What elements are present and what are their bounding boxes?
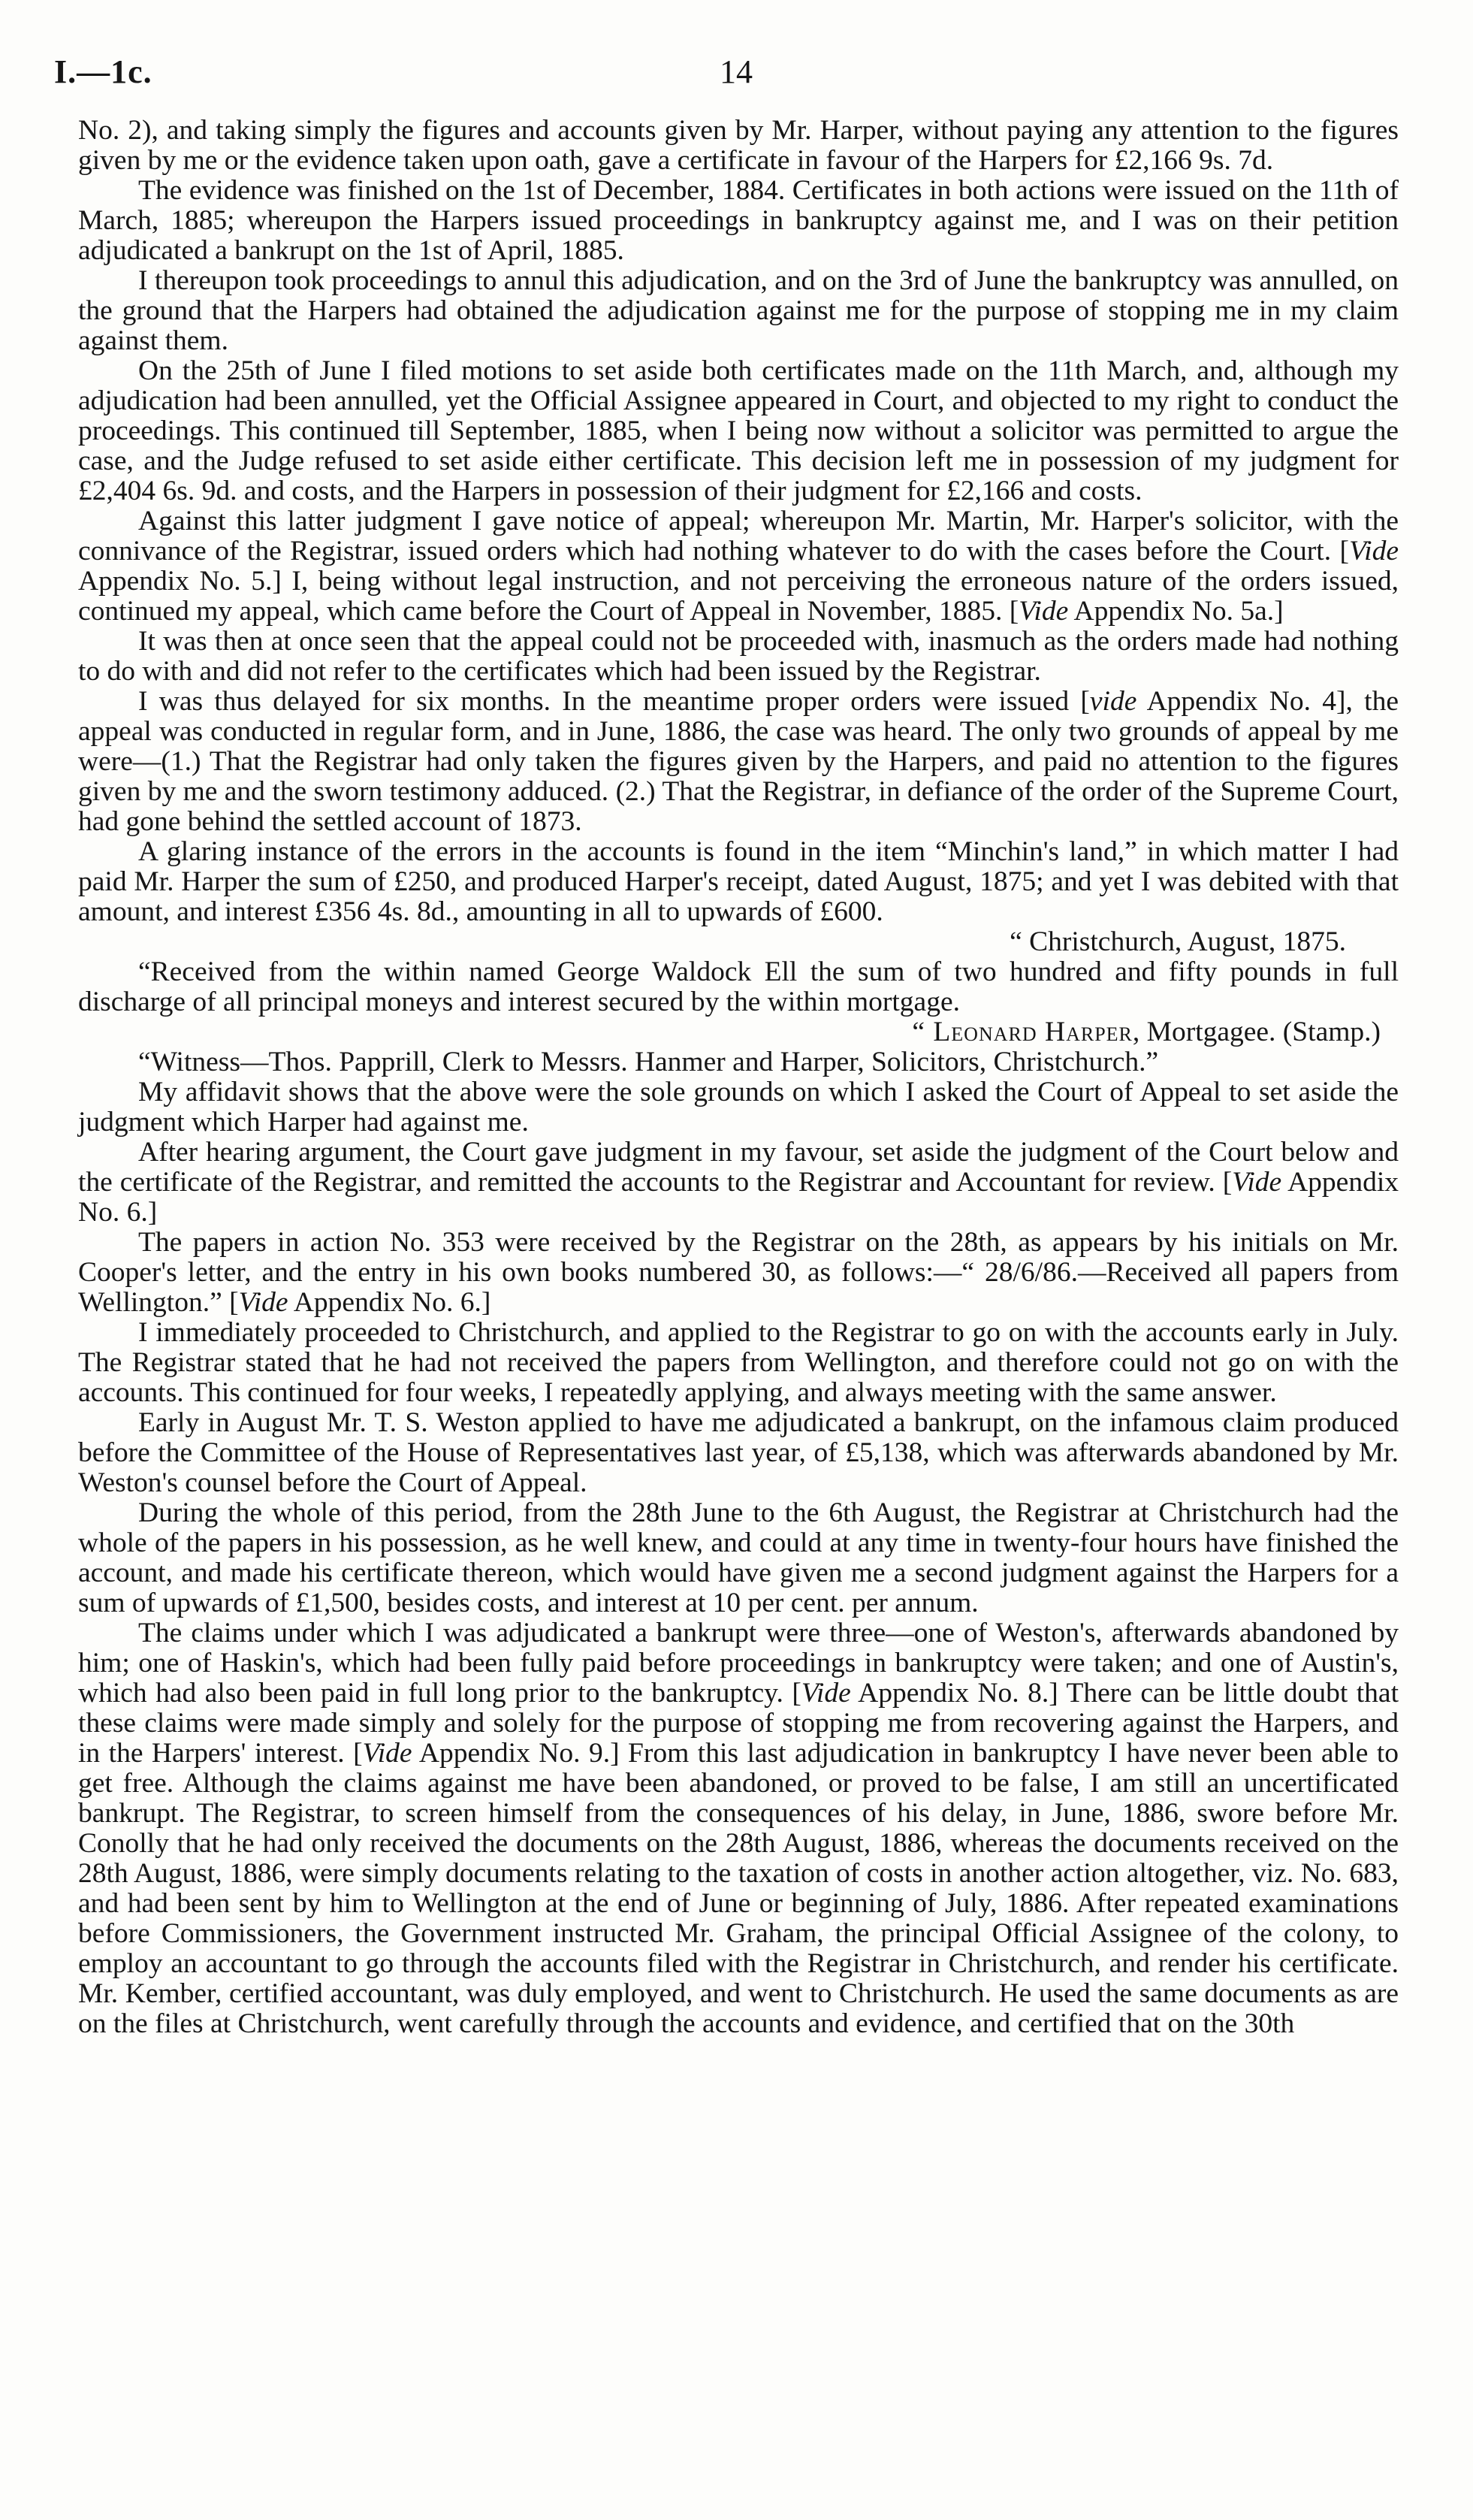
document-body <box>78 116 1399 2039</box>
text-run: Appendix No. 6.] <box>78 1167 1399 1228</box>
paper-reference: I.—1c. <box>54 53 152 90</box>
paragraph-7 <box>78 687 1399 837</box>
vide-reference: Vide <box>1019 596 1069 627</box>
text-run: Appendix No. 5.] I, being without legal instruction, and not perceiving the erroneous nature of the orders issued, continued my appeal, which came before the Court of Appeal in November, 1885. [ <box>78 566 1399 627</box>
paragraph-15 <box>78 1618 1399 2039</box>
paragraph-5 <box>78 506 1399 627</box>
text-run: After hearing argument, the Court gave judgment in my favour, set aside the judgment of the Court below and the certificate of the Registrar, and remitted the accounts to the Registrar and Accountant for review. [ <box>78 1137 1399 1198</box>
signature-name: “ Leonard Harper <box>912 1017 1133 1047</box>
text-run: The papers in action No. 353 were received by the Registrar on the 28th, as appears by his initials on Mr. Cooper's letter, and the entry in his own books numbered 30, as follows:—“ 28/6/86.—Received all papers from Wellington.” [ <box>78 1227 1399 1318</box>
text-run: Against this latter judgment I gave notice of appeal; whereupon Mr. Martin, Mr. Harper's solicitor, with the connivance of the Registrar, issued orders which had nothing whatever to do with the cases before the Court. [ <box>78 506 1399 567</box>
paragraph-1: No. 2), and taking simply the figures and accounts given by Mr. Harper, without paying any attention to the figures given by me or the evidence taken upon oath, gave a certificate in favour of the Harpers for £2,166 9s. 7d. <box>78 115 1399 176</box>
receipt-place-date: “ Christchurch, August, 1875. <box>1010 926 1346 957</box>
paragraph-9: My affidavit shows that the above were the sole grounds on which I asked the Court of Appeal to set aside the judgment which Harper had against me. <box>78 1077 1399 1138</box>
text-run: Appendix No. 4], the appeal was conducted in regular form, and in June, 1886, the case was heard. The only two grounds of appeal by me were—(1.) That the Registrar had only taken the figures given by the Harpers, and paid no attention to the figures given by me and the sworn testimony adduced. (2.) That the Registrar, in defiance of the order of the Supreme Court, had gone behind the settled account of 1873. <box>78 686 1399 837</box>
text-run: Appendix No. 5a.] <box>1068 596 1284 627</box>
paragraph-8: A glaring instance of the errors in the accounts is found in the item “Minchin's land,” in which matter I had paid Mr. Harper the sum of £250, and produced Harper's receipt, dated August, 1875; and yet I was debited with that amount, and interest £356 4s. 8d., amounting in all to upwards of £600. <box>78 836 1399 927</box>
vide-reference: Vide <box>238 1287 288 1318</box>
paragraph-2: The evidence was finished on the 1st of December, 1884. Certificates in both actions were issued on the 11th of March, 1885; whereupon the Harpers issued proceedings in bankruptcy against me, and I was on their petition adjudicated a bankrupt on the 1st of April, 1885. <box>78 175 1399 266</box>
paragraph-12: I immediately proceeded to Christchurch, and applied to the Registrar to go on with the accounts early in July. The Registrar stated that he had not received the papers from Wellington, and therefore could not go on with the accounts. This continued for four weeks, I repeatedly applying, and always meeting with the same answer. <box>78 1317 1399 1408</box>
receipt-witness: “Witness—Thos. Papprill, Clerk to Messrs. Hanmer and Harper, Solicitors, Christchurch.” <box>138 1047 1159 1077</box>
receipt-body: “Received from the within named George Waldock Ell the sum of two hundred and fifty pounds in full discharge of all principal moneys and interest secured by the within mortgage. <box>78 956 1399 1017</box>
signature-rest: , Mortgagee. (Stamp.) <box>1132 1017 1381 1047</box>
receipt-signature <box>78 1017 1399 1047</box>
paragraph-14: During the whole of this period, from the 28th June to the 6th August, the Registrar at Christchurch had the whole of the papers in his possession, as he well knew, and could at any time in twenty-four hours have finished the account, and made his certificate thereon, which would have given me a second judgment against the Harpers for a sum of upwards of £1,500, besides costs, and interest at 10 per cent. per annum. <box>78 1497 1399 1618</box>
paragraph-6: It was then at once seen that the appeal could not be proceeded with, inasmuch as the orders made had nothing to do with and did not refer to the certificates which had been issued by the Registrar. <box>78 626 1399 687</box>
page-number: 14 <box>720 53 753 90</box>
vide-reference: Vide <box>1349 536 1399 567</box>
paragraph-4: On the 25th of June I filed motions to set aside both certificates made on the 11th March, and, although my adjudication had been annulled, yet the Official Assignee appeared in Court, and objected to my right to conduct the proceedings. This continued till September, 1885, when I being now without a solicitor was permitted to argue the case, and the Judge refused to set aside either certificate. This decision left me in possession of my judgment for £2,404 6s. 9d. and costs, and the Harpers in possession of their judgment for £2,166 and costs. <box>78 355 1399 506</box>
vide-reference: Vide <box>1232 1167 1282 1198</box>
paragraph-10 <box>78 1138 1399 1228</box>
text-run: Appendix No. 9.] From this last adjudication in bankruptcy I have never been able to get free. Although the claims against me have been abandoned, or proved to be false, I am still an uncertificated bankrupt. The Registrar, to screen himself from the consequences of his delay, in June, 1886, swore before Mr. Conolly that he had only received the documents on the 28th August, 1886, whereas the documents received on the 28th August, 1886, were simply documents relating to the taxation of costs in another action altogether, viz. No. 683, and had been sent by him to Wellington at the end of June or beginning of July, 1886. After repeated examinations before Commissioners, the Government instructed Mr. Graham, the principal Official Assignee of the colony, to employ an accountant to go through the accounts filed with the Registrar in Christchurch, and render his certificate. Mr. Kember, certified accountant, was duly employed, and went to Christchurch. He used the same documents as are on the files at Christchurch, went carefully through the accounts and evidence, and certified that on the 30th <box>78 1738 1399 2039</box>
vide-reference: Vide <box>801 1678 851 1709</box>
paragraph-11 <box>78 1228 1399 1318</box>
text-run: The claims under which I was adjudicated a bankrupt were three—one of Weston's, afterwards abandoned by him; one of Haskin's, which had been fully paid before proceedings in bankruptcy were taken; and one of Austin's, which had also been paid in full long prior to the bankruptcy. [ <box>78 1618 1399 1709</box>
text-run: Appendix No. 6.] <box>288 1287 491 1318</box>
paragraph-3: I thereupon took proceedings to annul this adjudication, and on the 3rd of June the bankruptcy was annulled, on the ground that the Harpers had obtained the adjudication against me for the purpose of stopping me in my claim against them. <box>78 265 1399 356</box>
text-run: Appendix No. 8.] There can be little doubt that these claims were made simply and solely for the purpose of stopping me from recovering against the Harpers, and in the Harpers' interest. [ <box>78 1678 1399 1769</box>
page-header <box>0 53 1473 98</box>
vide-reference: Vide <box>362 1738 412 1769</box>
paragraph-13: Early in August Mr. T. S. Weston applied to have me adjudicated a bankrupt, on the infamous claim produced before the Committee of the House of Representatives last year, of £5,138, which was afterwards abandoned by Mr. Weston's counsel before the Court of Appeal. <box>78 1407 1399 1498</box>
vide-reference: vide <box>1089 686 1137 717</box>
text-run: I was thus delayed for six months. In the meantime proper orders were issued [ <box>138 686 1090 717</box>
